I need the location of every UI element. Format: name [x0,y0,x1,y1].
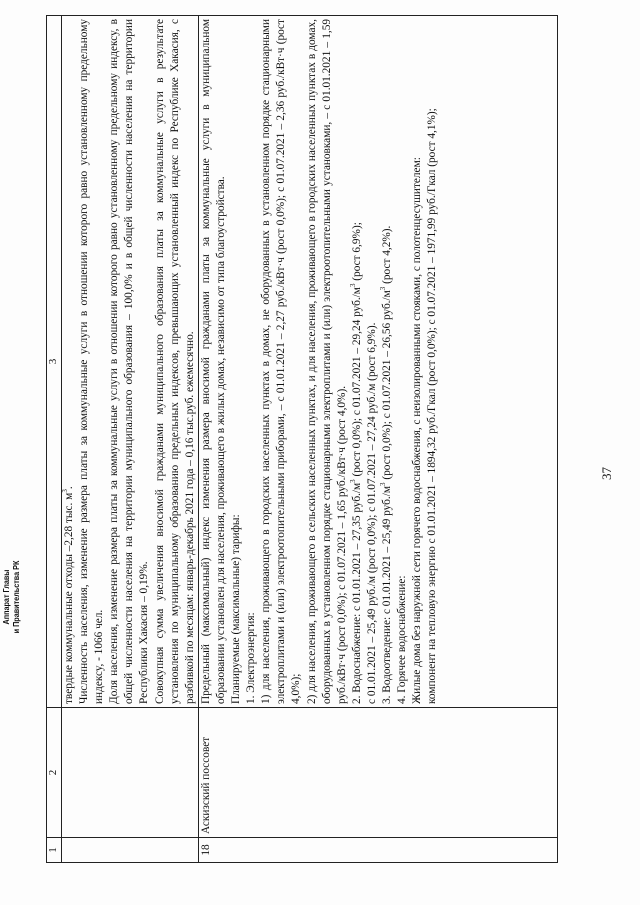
population-share-text: Доля населения, изменение размера платы за коммунальные услуги в отношении которого равно установленному предельному индексу, в общей численности населения на территории муниципального образования – 100,0% и в общей численности населения на территории Республики Хакасия – 0,19%. [108,19,151,704]
official-stamp [1,538,21,657]
tariff-table [46,15,558,863]
population-count-text: Численность населения, изменение размера платы за коммунальные услуги в отношении которого равно установленному предельному индексу, - 1066 чел. [78,19,106,704]
hot-water-heading: 4. Горячее водоснабжение: [396,575,409,704]
table-row [62,16,199,863]
payment-increase-text: Совокупная сумма увеличения вносимой гражданами муниципального образования платы за коммунальные услуги в результате установления по муниципальному образованию предельных индексов, превышающих установленный индекс по Республике Хакасия, с разбивкой по месяцам: январь-декабрь 2021 года – 0,16 тыс.руб. ежемесячно. [153,19,196,704]
header-col-2: 2 [47,708,62,838]
row-description: твердые коммунальные отходы –2,28 тыс. $м^3$. Численность населения, изменение размера платы за коммунальные услуги в отношении которого равно установленному предельному индексу, - 1066 чел. Доля населения, изменение размера платы за коммунальные услуги в отношении которого равно установленному предельному индексу, в общей численности населения на территории муниципального образования – 100,0% и в общей численности населения на территории Республики Хакасия – 0,19%. Совокупная сумма увеличения вносимой гражданами муниципального образования платы за коммунальные услуги в результате установления по муниципальному образованию предельных индексов, превышающих установленный индекс по Республике Хакасия, с разбивкой по месяцам: январь-декабрь 2021 года – 0,16 тыс.руб. ежемесячно. [62,16,199,708]
electricity-rural-text: 2) для населения, проживающего в сельских населенных пунктах, и для населения, проживающего в городских населенных пунктах в домах, оборудованных в установленном порядке стационарными электроплитами и (или) электроотопительными установками, – с 01.01.2021 – 1,59 руб./кВт·ч (рост 0,0%); с 01.07.2021 – 1,65 руб./кВт·ч (рост 4,0%). [305,19,348,704]
table-row [198,16,557,863]
municipality-name: Аскизский поссовет [198,708,557,838]
row-number: 18 [198,838,557,863]
index-intro-text: Предельный (максимальный) индекс изменения размера вносимой гражданами платы за коммунальные услуги в муниципальном образовании установлен для населения, проживающего в жилых домах, независимо от типа благоустройства. [199,19,227,704]
waste-volume-text: твердые коммунальные отходы –2,28 тыс. м [63,492,75,704]
municipality-name [62,708,199,838]
table-header-row [47,16,62,863]
electricity-heading: 1. Электроэнергия: [245,612,258,704]
water-supply-text-2: с 01.01.2021 – 25,49 руб./м (рост 0,0%); с 01.07.2021 – 27,24 руб./м (рост 6,9%). [365,322,378,704]
row-number [62,838,199,863]
electricity-urban-text: 1) для населения, проживающего в городских населенных пунктах в домах, не оборудованных в установленном порядке стационарными электроплитами и (или) электроотопительными приборами, – с 01.01.2021 – 2,27 руб./кВт·ч (рост 0,0%); с 01.07.2021 – 2,36 руб./кВт·ч (рост 4,0%); [260,19,303,704]
row-description [198,16,557,708]
water-supply-text: 2. Водоснабжение: с 01.01.2021 – 27,35 $руб./м^3$ (рост 0,0%); с 01.07.2021 – 29,24 $руб./м^3$ (рост 6,9%); [349,222,363,704]
sewerage-text: 3. Водоотведение: с 01.01.2021 – 25,49 $руб./м^3$ (рост 0,0%); с 01.07.2021 – 26,56 $руб./м^3$ (рост 4,2%). [379,225,393,704]
stamp-line-2: и Правительства РК [11,560,21,634]
header-col-3: 3 [47,16,62,708]
hot-water-houses-text: Жилые дома без наружной сети горячего водоснабжения, с неизолированными стояками, с полотенцесушителем: [411,157,424,704]
superscript: 3 [61,489,70,493]
hot-water-heat-component-text: компонент на тепловую энергию с 01.01.2021 – 1894,32 руб./Гкал (рост 0,0%); с 01.07.2021 – 1971,99 руб./Гкал (рост 4,1%); [426,108,439,704]
stamp-line-1: Аппарат Главы [1,569,11,625]
page-number: 37 [599,467,614,480]
header-col-1: 1 [47,838,62,863]
planned-tariffs-heading: Планируемые (максимальные) тарифы: [230,514,243,704]
